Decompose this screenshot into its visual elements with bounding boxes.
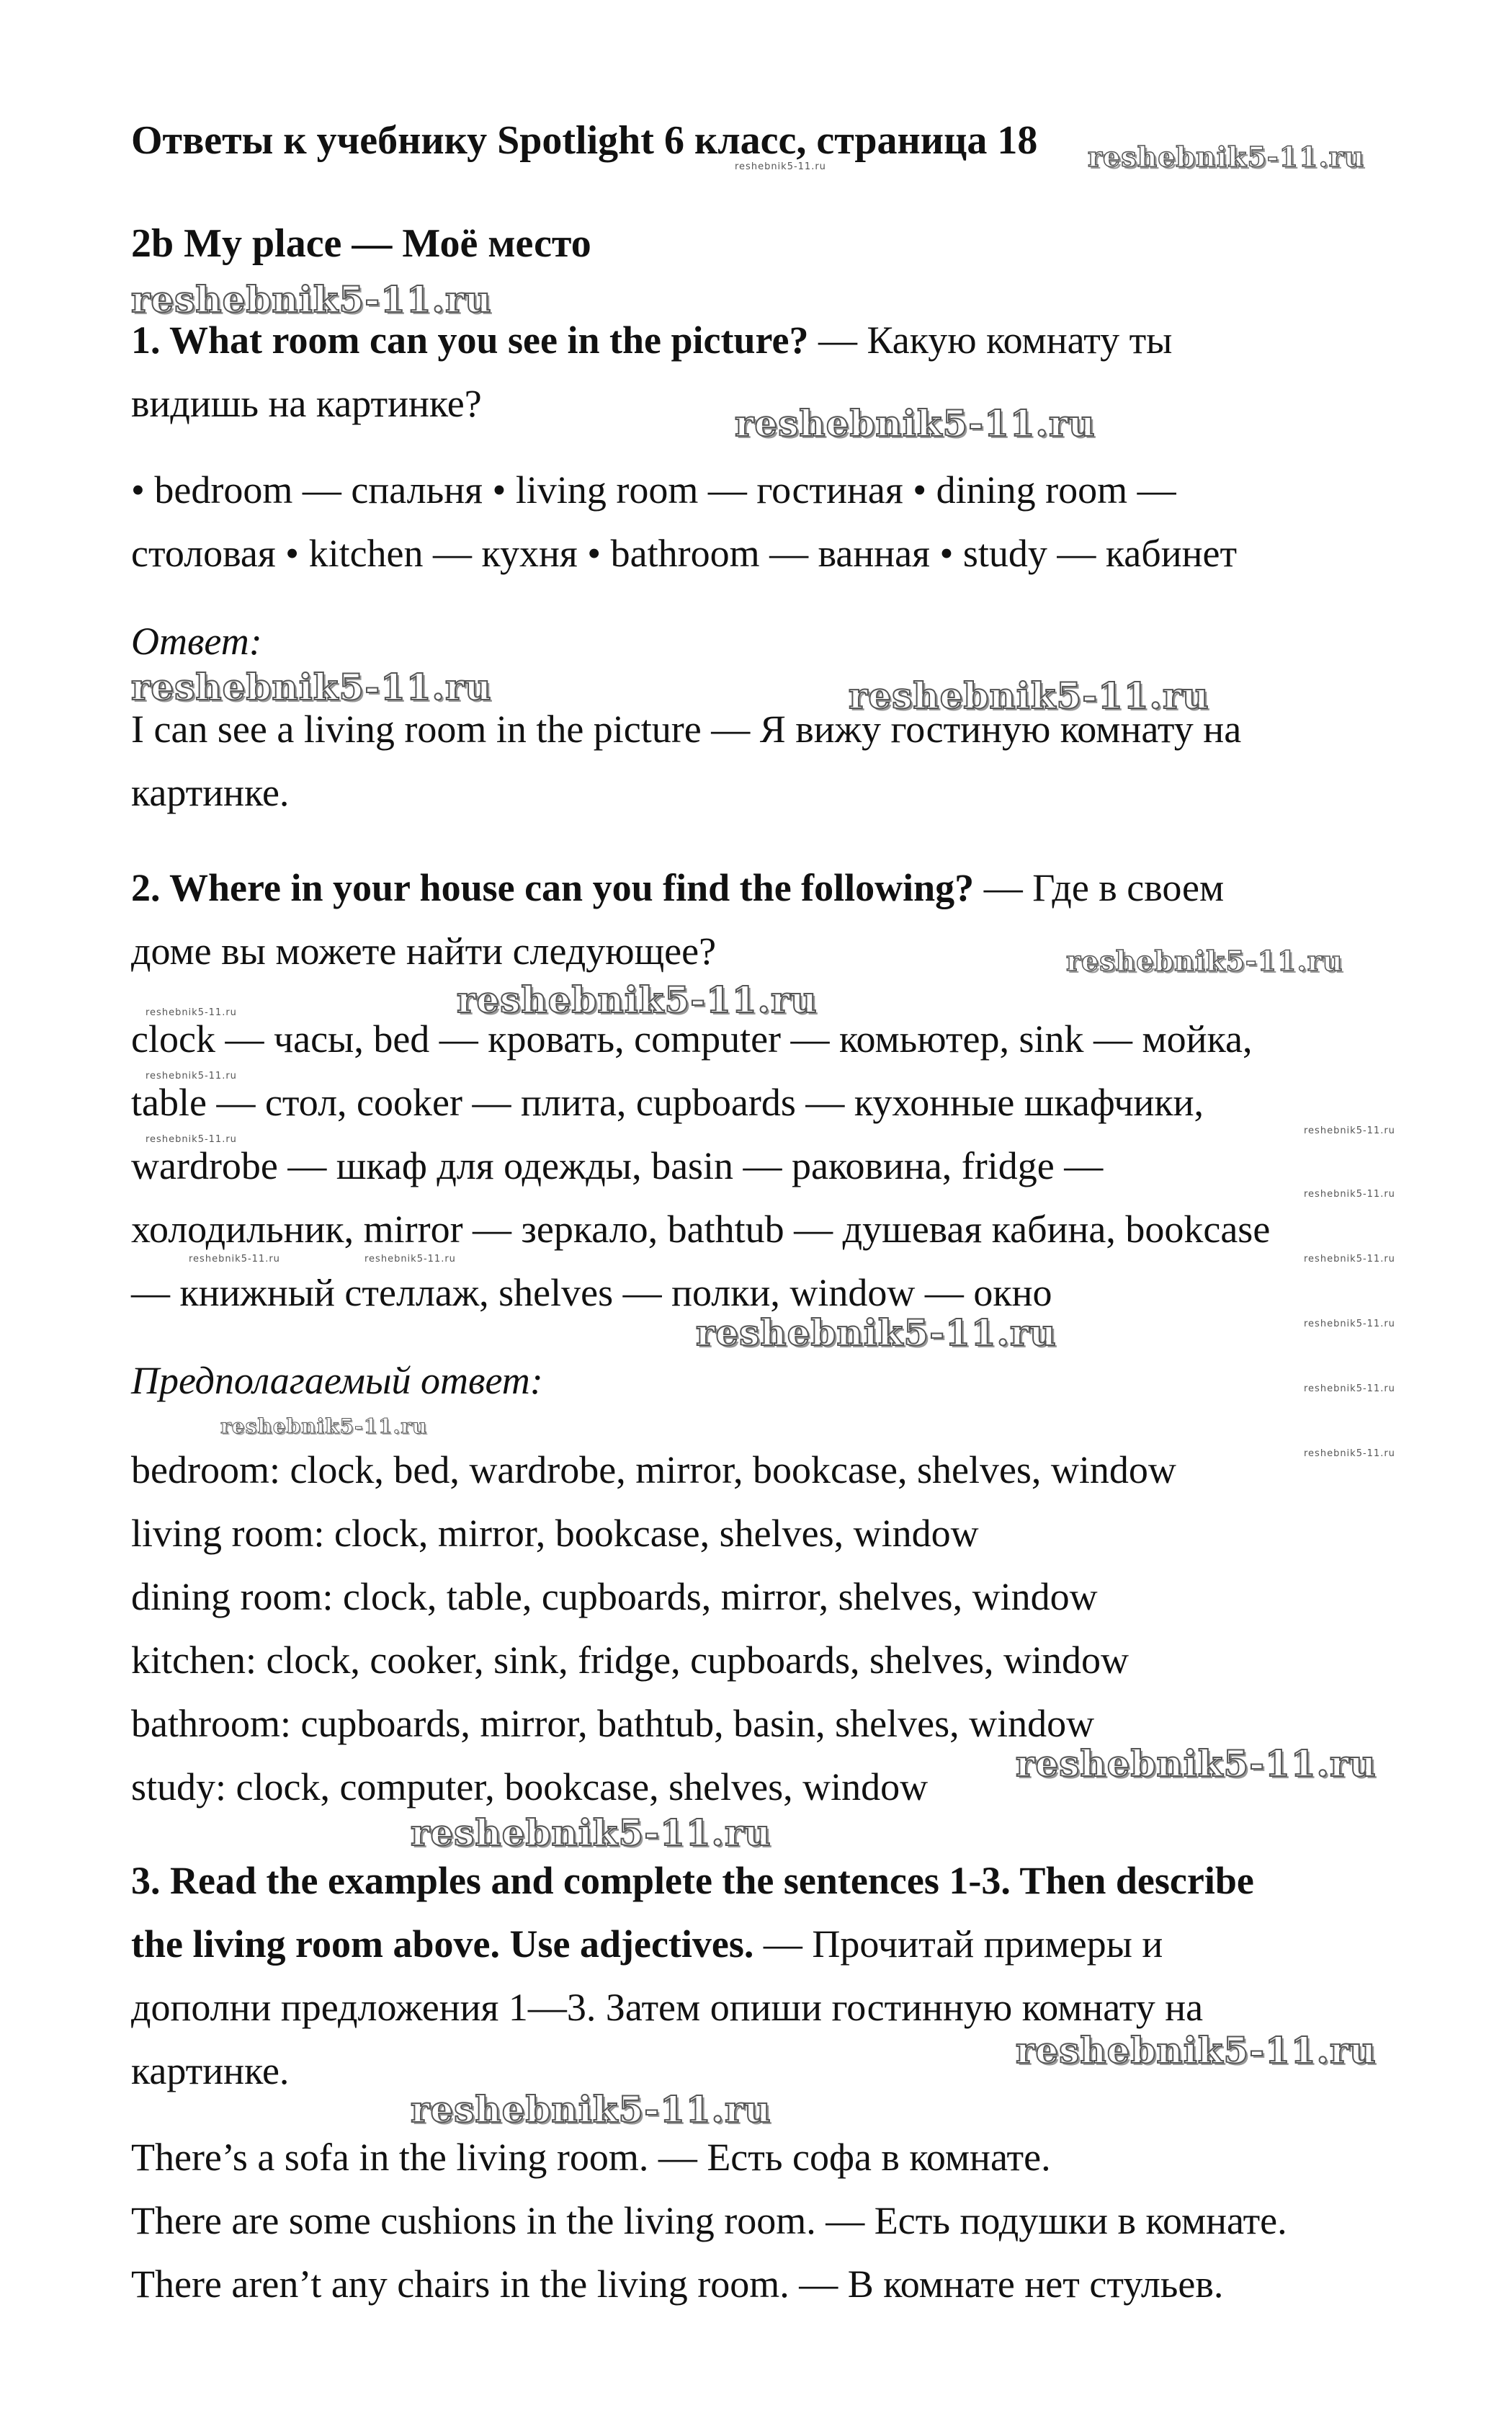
watermark: reshebnik5-11.ru: [1304, 1448, 1395, 1459]
watermark: reshebnik5-11.ru: [131, 666, 492, 708]
ex2-list-line: — книжный стеллаж, shelves — полки, window — окно: [131, 1271, 1052, 1314]
ex2-question-line2: доме вы можете найти следующее?: [131, 929, 717, 973]
watermark: reshebnik5-11.ru: [220, 1414, 428, 1438]
ex2-answer-line: living room: clock, mirror, bookcase, shelves, window: [131, 1512, 979, 1555]
watermark: reshebnik5-11.ru: [696, 1311, 1057, 1354]
watermark: reshebnik5-11.ru: [1016, 1742, 1377, 1785]
watermark: reshebnik5-11.ru: [849, 674, 1209, 717]
watermark: reshebnik5-11.ru: [411, 1811, 771, 1854]
ex2-answer-line: kitchen: clock, cooker, sink, fridge, cupboards, shelves, window: [131, 1638, 1129, 1682]
watermark: reshebnik5-11.ru: [189, 1254, 280, 1265]
watermark: reshebnik5-11.ru: [1088, 141, 1365, 173]
ex2-list-line: холодильник, mirror — зеркало, bathtub — душевая кабина, bookcase: [131, 1208, 1271, 1251]
ex2-answer-line: bathroom: cupboards, mirror, bathtub, basin, shelves, window: [131, 1702, 1095, 1745]
ex3-line2-rest: — Прочитай примеры и: [753, 1922, 1163, 1966]
ex3-line2-bold: the living room above. Use adjectives.: [131, 1922, 754, 1966]
ex2-answer-line: bedroom: clock, bed, wardrobe, mirror, bookcase, shelves, window: [131, 1448, 1176, 1491]
ex2-answer-label: Предполагаемый ответ:: [131, 1359, 543, 1402]
watermark: reshebnik5-11.ru: [411, 2088, 771, 2131]
watermark: reshebnik5-11.ru: [131, 278, 492, 321]
watermark: reshebnik5-11.ru: [1304, 1189, 1395, 1200]
ex3-example: There aren’t any chairs in the living room. — В комнате нет стульев.: [131, 2262, 1224, 2306]
page-title: Ответы к учебнику Spotlight 6 класс, страница 18: [131, 118, 1038, 163]
ex1-answer-label: Ответ:: [131, 620, 262, 663]
ex3-line4: картинке.: [131, 2049, 290, 2092]
watermark: reshebnik5-11.ru: [146, 1071, 237, 1082]
watermark: reshebnik5-11.ru: [735, 161, 826, 172]
ex1-words-line2: столовая • kitchen — кухня • bathroom — ванная • study — кабинет: [131, 532, 1238, 575]
ex3-line1: 3. Read the examples and complete the sentences 1-3. Then describe: [131, 1859, 1254, 1902]
watermark: reshebnik5-11.ru: [364, 1254, 456, 1265]
watermark: reshebnik5-11.ru: [735, 402, 1096, 445]
watermark: reshebnik5-11.ru: [1304, 1383, 1395, 1394]
ex2-question-rest: — Где в своем: [974, 866, 1225, 909]
ex1-words-line1: • bedroom — спальня • living room — гостиная • dining room —: [131, 468, 1176, 512]
ex1-question: [131, 317, 1172, 363]
watermark: reshebnik5-11.ru: [1066, 945, 1343, 977]
watermark: reshebnik5-11.ru: [146, 1007, 237, 1018]
ex1-question-bold: 1. What room can you see in the picture?: [131, 318, 809, 362]
ex3-example: There’s a sofa in the living room. — Есть софа в комнате.: [131, 2136, 1051, 2179]
watermark: reshebnik5-11.ru: [457, 978, 818, 1021]
ex1-answer-line1: I can see a living room in the picture — Я вижу гостиную комнату на: [131, 708, 1242, 751]
ex2-question-bold: 2. Where in your house can you find the following?: [131, 866, 975, 909]
watermark: reshebnik5-11.ru: [1304, 1125, 1395, 1136]
ex3-line2: [131, 1921, 1163, 1967]
watermark: reshebnik5-11.ru: [1016, 2029, 1377, 2072]
watermark: reshebnik5-11.ru: [1304, 1319, 1395, 1329]
ex2-list-line: wardrobe — шкаф для одежды, basin — раковина, fridge —: [131, 1144, 1104, 1187]
ex3-example: There are some cushions in the living room. — Есть подушки в комнате.: [131, 2199, 1287, 2242]
ex3-line3: дополни предложения 1—3. Затем опиши гостинную комнату на: [131, 1986, 1204, 2029]
watermark: reshebnik5-11.ru: [1304, 1254, 1395, 1265]
ex1-question-line2: видишь на картинке?: [131, 382, 482, 425]
ex2-list-line: clock — часы, bed — кровать, computer — комьютер, sink — мойка,: [131, 1017, 1253, 1061]
watermark: reshebnik5-11.ru: [146, 1134, 237, 1145]
ex2-answer-line: dining room: clock, table, cupboards, mirror, shelves, window: [131, 1575, 1098, 1618]
ex1-answer-line2: картинке.: [131, 771, 290, 814]
section-title: 2b My place — Моё место: [131, 221, 591, 266]
ex2-list-line: table — стол, cooker — плита, cupboards — кухонные шкафчики,: [131, 1081, 1204, 1124]
ex1-question-rest: — Какую комнату ты: [808, 318, 1173, 362]
ex2-answer-line: study: clock, computer, bookcase, shelves, window: [131, 1765, 929, 1809]
ex2-question: [131, 865, 1224, 911]
